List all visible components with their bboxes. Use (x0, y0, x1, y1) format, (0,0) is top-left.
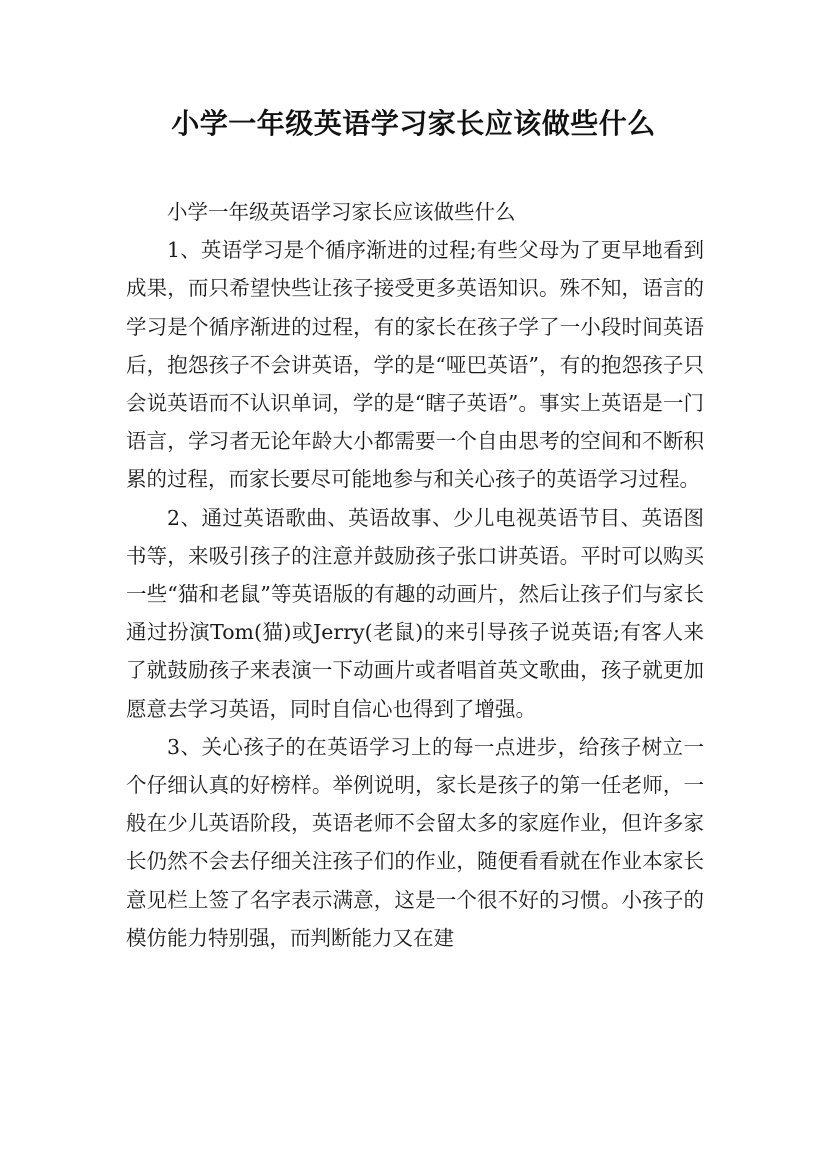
paragraph-subtitle: 小学一年级英语学习家长应该做些什么 (167, 200, 516, 224)
paragraph-1: 1、英语学习是个循序渐进的过程;有些父母为了更早地看到成果，而只希望快些让孩子接受更多英语知识。殊不知，语言的学习是个循序渐进的过程，有的家长在孩子学了一小段时间英语后，抱怨孩子不会讲英语，学的是“哑巴英语”，有的抱怨孩子只会说英语而不认识单词，学的是“瞎子英语”。事实上英语是一门语言，学习者无论年龄大小都需要一个自由思考的空间和不断积累的过程，而家长要尽可能地参与和关心孩子的英语学习过程。 (126, 238, 704, 492)
paragraph-3: 3、关心孩子的在英语学习上的每一点进步，给孩子树立一个仔细认真的好榜样。举例说明，家长是孩子的第一任老师，一般在少儿英语阶段，英语老师不会留太多的家庭作业，但许多家长仍然不会去仔细关注孩子们的作业，随便看看就在作业本家长意见栏上签了名字表示满意，这是一个很不好的习惯。小孩子的模仿能力特别强，而判断能力又在建 (126, 734, 704, 950)
document-title: 小学一年级英语学习家长应该做些什么 (171, 107, 656, 140)
paragraph-2: 2、通过英语歌曲、英语故事、少儿电视英语节目、英语图书等，来吸引孩子的注意并鼓励孩子张口讲英语。平时可以购买一些“猫和老鼠”等英语版的有趣的动画片，然后让孩子们与家长通过扮演Tom(猫)或Jerry(老鼠)的来引导孩子说英语;有客人来了就鼓励孩子来表演一下动画片或者唱首英文歌曲，孩子就更加愿意去学习英语，同时自信心也得到了增强。 (126, 505, 704, 721)
document-body (126, 193, 704, 957)
